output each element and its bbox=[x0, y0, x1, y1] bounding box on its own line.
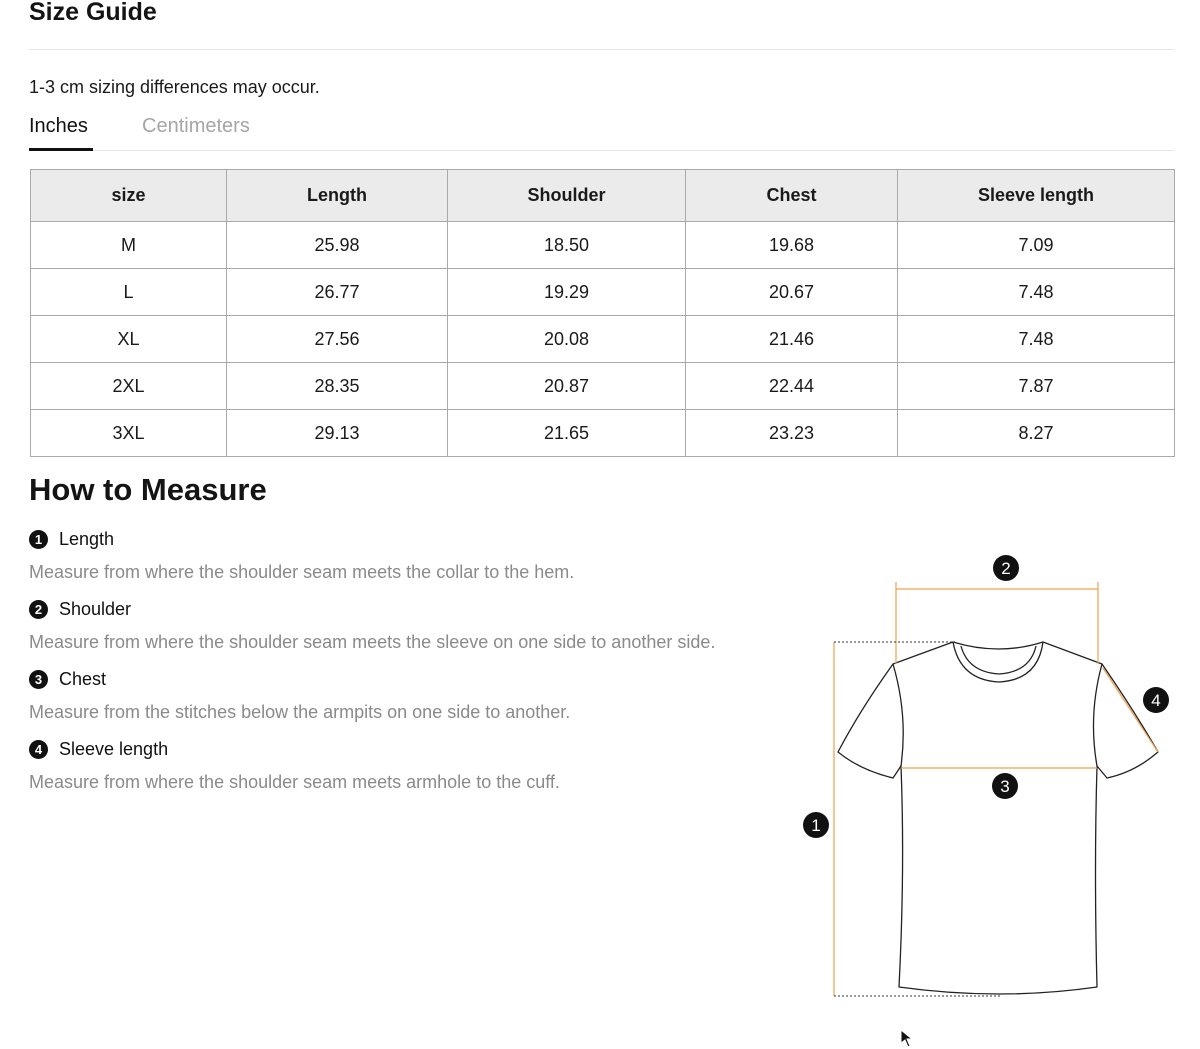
page-title: Size Guide bbox=[29, 0, 157, 26]
measure-description: Measure from where the shoulder seam meets the sleeve on one side to another side. bbox=[29, 632, 716, 652]
table-cell: 27.56 bbox=[227, 316, 448, 363]
table-cell: 19.29 bbox=[448, 269, 686, 316]
measure-label: Shoulder bbox=[59, 598, 132, 619]
measure-item-chest bbox=[29, 667, 570, 723]
table-cell: 7.87 bbox=[898, 363, 1175, 410]
table-row bbox=[31, 222, 1175, 269]
svg-text:4: 4 bbox=[1151, 691, 1161, 710]
tshirt-measurement-diagram bbox=[790, 540, 1180, 1010]
measure-item-shoulder bbox=[29, 597, 715, 653]
marker-shoulder-icon bbox=[993, 555, 1019, 581]
title-divider bbox=[29, 49, 1175, 50]
table-cell: 26.77 bbox=[227, 269, 448, 316]
number-2-badge: 2 bbox=[29, 600, 48, 619]
table-cell: 22.44 bbox=[686, 363, 898, 410]
svg-text:2: 2 bbox=[1001, 559, 1011, 578]
measure-item-length bbox=[29, 527, 574, 583]
table-cell: 7.48 bbox=[898, 269, 1175, 316]
table-cell: XL bbox=[31, 316, 227, 363]
svg-text:1: 1 bbox=[811, 816, 821, 835]
table-cell: 3XL bbox=[31, 410, 227, 457]
number-3-badge: 3 bbox=[29, 670, 48, 689]
column-header-shoulder: Shoulder bbox=[448, 170, 686, 222]
marker-length-icon bbox=[803, 812, 829, 838]
table-cell: 7.09 bbox=[898, 222, 1175, 269]
svg-text:3: 3 bbox=[1000, 777, 1010, 796]
measure-description: Measure from where the shoulder seam meets armhole to the cuff. bbox=[29, 772, 560, 792]
table-cell: 8.27 bbox=[898, 410, 1175, 457]
table-cell: 18.50 bbox=[448, 222, 686, 269]
tab-inches[interactable]: Inches bbox=[29, 112, 93, 151]
tshirt-outline bbox=[838, 642, 1161, 994]
marker-chest-icon bbox=[992, 773, 1018, 799]
column-header-sleeve-length: Sleeve length bbox=[898, 170, 1175, 222]
column-header-size: size bbox=[31, 170, 227, 222]
measure-description: Measure from the stitches below the armpits on one side to another. bbox=[29, 702, 571, 722]
table-row bbox=[31, 363, 1175, 410]
measure-label: Chest bbox=[59, 668, 107, 689]
table-cell: L bbox=[31, 269, 227, 316]
marker-sleeve-icon bbox=[1143, 687, 1169, 713]
measure-description: Measure from where the shoulder seam meets the collar to the hem. bbox=[29, 562, 575, 582]
mouse-pointer-icon bbox=[900, 1029, 918, 1049]
table-cell: 29.13 bbox=[227, 410, 448, 457]
table-cell: 20.67 bbox=[686, 269, 898, 316]
sizing-disclaimer: 1-3 cm sizing differences may occur. bbox=[29, 77, 320, 97]
table-cell: 25.98 bbox=[227, 222, 448, 269]
table-cell: 7.48 bbox=[898, 316, 1175, 363]
table-row bbox=[31, 410, 1175, 457]
table-cell: 19.68 bbox=[686, 222, 898, 269]
measure-item-sleeve-length bbox=[29, 737, 560, 793]
number-1-badge: 1 bbox=[29, 530, 48, 549]
table-cell: M bbox=[31, 222, 227, 269]
table-header-row bbox=[31, 170, 1175, 222]
tab-centimeters[interactable]: Centimeters bbox=[142, 115, 250, 137]
table-cell: 23.23 bbox=[686, 410, 898, 457]
table-cell: 2XL bbox=[31, 363, 227, 410]
table-cell: 21.46 bbox=[686, 316, 898, 363]
table-cell: 20.08 bbox=[448, 316, 686, 363]
column-header-chest: Chest bbox=[686, 170, 898, 222]
measure-label: Length bbox=[59, 528, 115, 549]
how-to-measure-title: How to Measure bbox=[29, 472, 267, 507]
size-table bbox=[30, 169, 1175, 457]
table-row bbox=[31, 269, 1175, 316]
table-cell: 20.87 bbox=[448, 363, 686, 410]
guide-dotted-lines bbox=[834, 642, 1000, 996]
unit-tabs bbox=[29, 112, 1175, 151]
column-header-length: Length bbox=[227, 170, 448, 222]
table-row bbox=[31, 316, 1175, 363]
number-4-badge: 4 bbox=[29, 740, 48, 759]
table-cell: 28.35 bbox=[227, 363, 448, 410]
measure-label: Sleeve length bbox=[59, 738, 169, 759]
table-cell: 21.65 bbox=[448, 410, 686, 457]
